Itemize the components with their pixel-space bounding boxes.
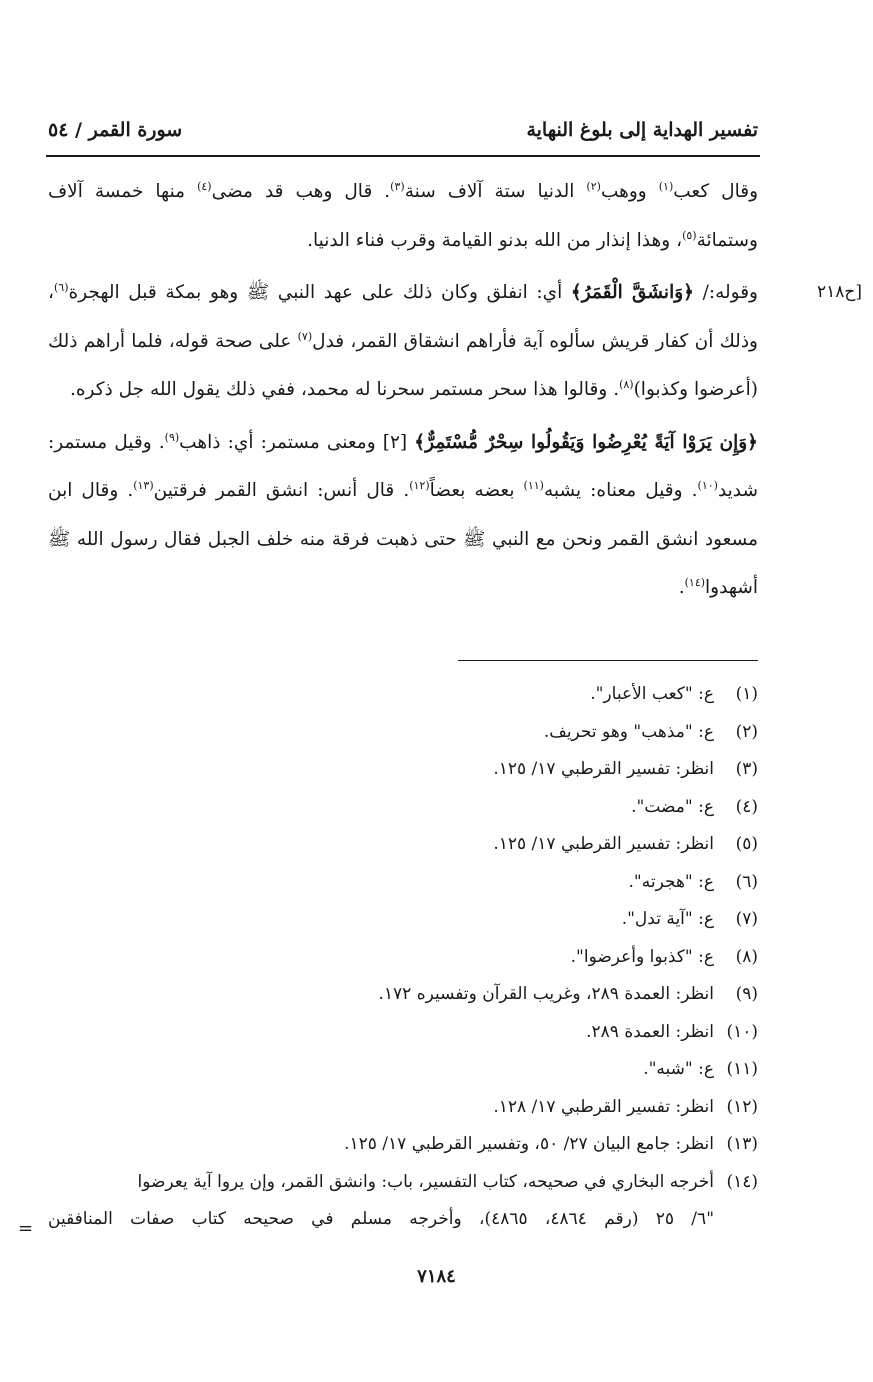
footnote-number: (٤) (735, 796, 758, 817)
footnote-text: ع: "كعب الأعبار". (590, 684, 714, 704)
footnote-ref: (١٣) (133, 478, 154, 492)
footnote-number: (٩) (735, 984, 758, 1004)
page-number: ٧١٨٤ (417, 1266, 456, 1287)
footnote-text: ع: "كذبوا وأعرضوا". (570, 946, 714, 967)
footnote-text: ع: "هجرته". (628, 871, 714, 892)
footnote-ref: (٢) (586, 179, 601, 193)
text-run: . (678, 577, 685, 598)
footnote-number: (١٣) (726, 1134, 758, 1154)
footnote-number: (٨) (735, 946, 758, 967)
footnote-text: انظر: تفسير القرطبي ١٧/ ١٢٥. (493, 759, 714, 779)
footnote-ref: (٥) (682, 228, 697, 242)
footnote-number: (١٤) (726, 1171, 758, 1192)
footnote (48, 901, 758, 939)
footnote (48, 826, 758, 864)
text-run: بعضه بعضاً (429, 480, 524, 501)
quran-verse: ﴿وَإِن يَرَوْا آيَةً يُعْرِضُوا وَيَقُولُوا سِحْرٌ مُّسْتَمِرٌّ﴾ (414, 431, 758, 453)
footnote-ref: (٩) (164, 430, 180, 444)
text-run: . قال أنس: انشق القمر فرقتين (153, 480, 410, 501)
quran-verse: ﴿وَانشَقَّ الْقَمَرُ﴾ (570, 282, 694, 303)
footnote (48, 714, 758, 752)
footnote (48, 1126, 758, 1164)
footnote-text: انظر: تفسير القرطبي ١٧/ ١٢٥. (493, 834, 714, 854)
footnote-text: انظر: جامع البيان ٢٧/ ٥٠، وتفسير القرطبي ١٧/ ١٢٥. (344, 1134, 714, 1154)
text-run: أي: انفلق وكان ذلك على عهد النبي ﷺ وهو بمكة قبل الهجرة (68, 282, 571, 303)
footnote-number: (٣) (735, 759, 758, 779)
text-run: الدنيا ستة آلاف سنة (404, 181, 587, 202)
text-run: . وقيل مستمر: شديد (48, 431, 759, 501)
footnote-separator (458, 660, 758, 661)
footnote-ref: (١٠) (697, 478, 718, 492)
footnote-text: ع: "مضت". (631, 796, 714, 817)
text-run: على صحة قوله، فلما أراهم ذلك (أعرضوا وكذبوا) (48, 330, 758, 400)
text-run: ، وذلك أن كفار قريش سألوه آية فأراهم انشقاق القمر، فدل (48, 282, 758, 352)
surah-label: سورة القمر / ٥٤ (48, 119, 183, 141)
footnote (48, 789, 758, 827)
header-rule (46, 155, 760, 157)
paragraph-2 (48, 269, 758, 415)
manuscript-folio-note: [ح٢١٨ (816, 282, 862, 302)
footnote (48, 976, 758, 1014)
footnote-text: انظر: العمدة ٢٨٩. (586, 1021, 714, 1042)
footnote-number: (١١) (726, 1059, 758, 1079)
footnote (48, 676, 758, 714)
footnote-text: أخرجه البخاري في صحيحه، كتاب التفسير، باب: وانشق القمر، وإن يروا آية يعرضوا (137, 1171, 714, 1192)
text-run: . وقالوا هذا سحر مستمر سحرنا له محمد، ففي ذلك يقول الله جل ذكره. (69, 379, 620, 400)
footnote-number: (٥) (735, 834, 758, 854)
footnote-number: (٧) (735, 909, 758, 929)
footnote-text: ع: "آية تدل". (621, 909, 714, 929)
text-run: وقال كعب (673, 181, 759, 202)
footnote-number: (٦) (735, 871, 758, 892)
text-run: . قال وهب قد مضى (211, 181, 391, 202)
text-run: . وقال ابن مسعود انشق القمر ونحن مع النبي ﷺ حتى ذهبت فرقة منه خلف الجبل فقال رسول الله ﷺ أشهدوا (48, 480, 758, 598)
footnote-text: ع: "مذهب" وهو تحريف. (543, 721, 714, 742)
footnote-ref: (١٤) (684, 575, 706, 589)
footnote-number: (١) (735, 684, 758, 704)
footnote-ref: (١٢) (409, 478, 430, 492)
footnote (48, 1014, 758, 1052)
paragraph-3 (48, 419, 758, 613)
footnote-ref: (٤) (197, 179, 212, 193)
text-run: ، وهذا إنذار من الله بدنو القيامة وقرب فناء الدنيا. (307, 229, 683, 251)
text-run: منها خمسة آلاف وستمائة (48, 181, 758, 251)
footnote-ref: (٣) (390, 179, 405, 193)
text-run: ووهب (600, 181, 659, 202)
footnote (48, 939, 758, 977)
footnote-ref: (٧) (297, 329, 313, 343)
footnote-text: ع: "شبه". (643, 1059, 714, 1079)
footnote-ref: (٨) (619, 377, 634, 391)
text-run: [٢] ومعنى مستمر: أي: ذاهب (179, 431, 415, 453)
footnote-continuation: "٦/ ٢٥ (رقم ٤٨٦٤، ٤٨٦٥)، وأخرجه مسلم في صحيحه كتاب صفات المنافقين (48, 1209, 715, 1229)
footnote-ref: (١) (658, 179, 674, 193)
text-run: . وقيل معناه: يشبه (543, 480, 698, 501)
footnote-text: انظر: العمدة ٢٨٩، وغريب القرآن وتفسيره ١٧٢. (378, 984, 714, 1004)
footnote (48, 1089, 758, 1127)
footnote (48, 864, 758, 902)
footnote (48, 751, 758, 789)
footnote (48, 1164, 758, 1202)
footnote-text: انظر: تفسير القرطبي ١٧/ ١٢٨. (493, 1096, 714, 1117)
main-text (48, 168, 758, 617)
continuation-mark: = (18, 1218, 34, 1239)
footnote-ref: (٦) (53, 280, 69, 294)
text-run: وقوله:/ (693, 282, 758, 303)
running-header (48, 108, 758, 152)
footnote-ref: (١١) (523, 478, 544, 492)
paragraph-1 (48, 168, 758, 265)
footnotes (48, 676, 758, 1239)
footnote-number: (١٢) (726, 1096, 758, 1117)
book-title: تفسير الهداية إلى بلوغ النهاية (526, 119, 758, 141)
footnote-number: (١٠) (726, 1021, 758, 1042)
footnote-number: (٢) (735, 721, 758, 742)
footnote (48, 1051, 758, 1089)
